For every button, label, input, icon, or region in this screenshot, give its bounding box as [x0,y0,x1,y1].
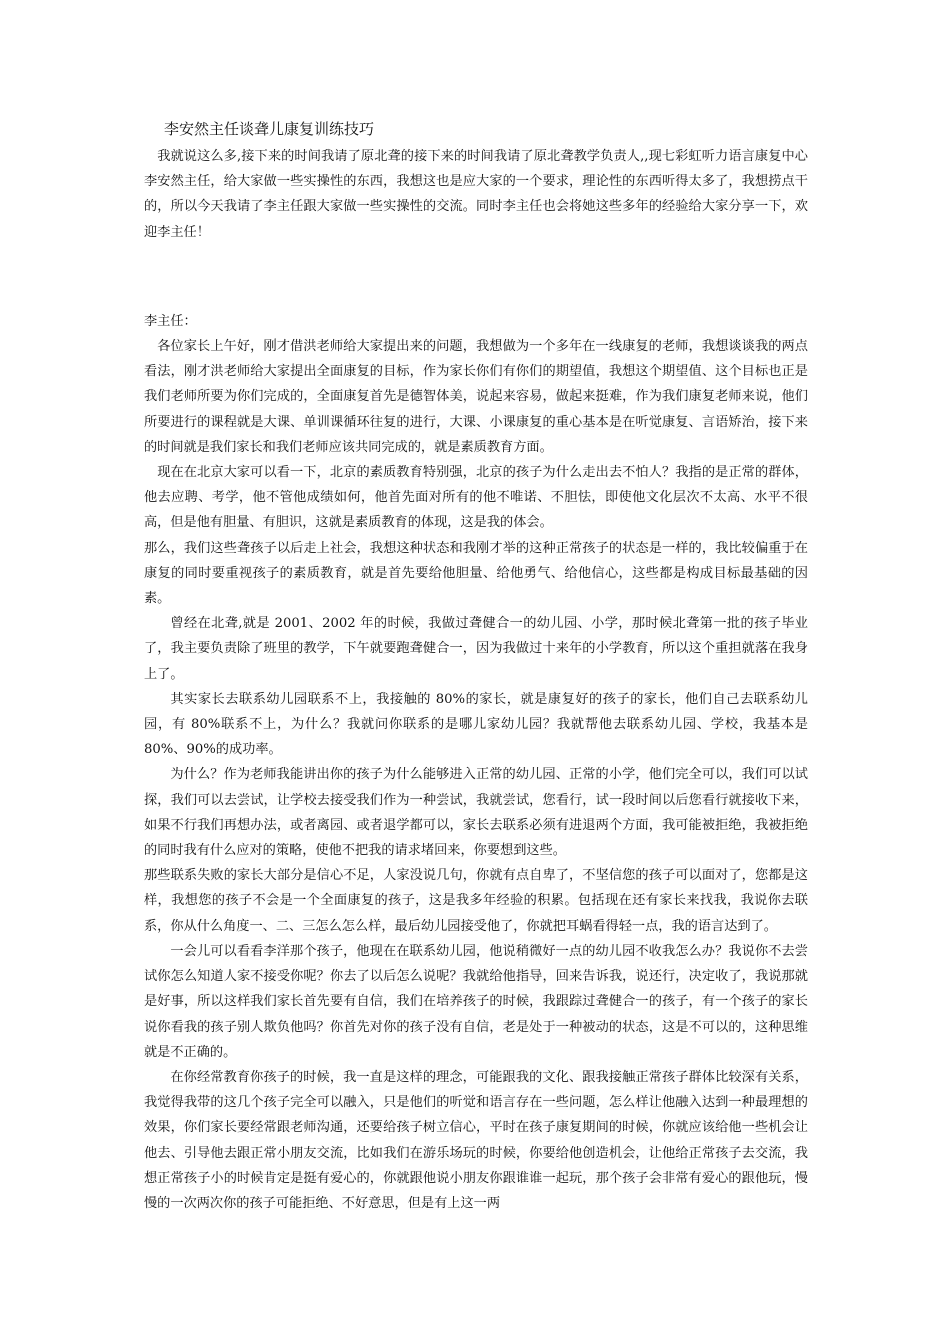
body-paragraph: 各位家长上午好，刚才借洪老师给大家提出来的问题，我想做为一个多年在一线康复的老师，我想谈谈我的两点看法，刚才洪老师给大家提出全面康复的目标，作为家长你们有你们的期望值，我想这个期望值、这个目标也正是我们老师所要为你们完成的，全面康复首先是德智体美，说起来容易，做起来挺难，作为我们康复老师来说，他们所要进行的课程就是大课、单训课循环往复的进行，大课、小课康复的重心基本是在听觉康复、言语矫治，接下来的时间就是我们家长和我们老师应该共同完成的，就是素质教育方面。 [144,339,808,455]
section-spacer [144,245,808,309]
body-paragraph: 那么，我们这些聋孩子以后走上社会，我想这种状态和我刚才举的这种正常孩子的状态是一样的，我比较偏重于在康复的同时要重视孩子的素质教育，就是首先要给他胆量、给他勇气、给他信心，这些都是构成目标最基础的因素。 [144,540,808,607]
body-paragraph: 曾经在北聋,就是 2001、2002 年的时候，我做过聋健合一的幼儿园、小学，那时候北聋第一批的孩子毕业了，我主要负责除了班里的教学，下午就要跑聋健合一，因为我做过十来年的小学教育，所以这个重担就落在我身上了。 [144,616,808,682]
body-paragraph: 其实家长去联系幼儿园联系不上，我接触的 80%的家长，就是康复好的孩子的家长，他们自己去联系幼儿园，有 80%联系不上，为什么？我就问你联系的是哪儿家幼儿园？我就帮他去联系幼儿园、学校，我基本是 80%、90%的成功率。 [144,691,808,758]
intro-paragraph: 我就说这么多,接下来的时间我请了原北聋的接下来的时间我请了原北聋教学负责人,,现七彩虹听力语言康复中心李安然主任，给大家做一些实操性的东西，我想这也是应大家的一个要求，理论性的东西听得太多了，我想捞点干的，所以今天我请了李主任跟大家做一些实操性的交流。同时李主任也会将她这些多年的经验给大家分享一下，欢迎李主任！ [144,149,808,240]
speaker-label: 李主任： [144,313,197,329]
body-paragraph: 在你经常教育你孩子的时候，我一直是这样的理念，可能跟我的文化、跟我接触正常孩子群体比较深有关系，我觉得我带的这几个孩子完全可以融入，只是他们的听觉和语言存在一些问题，怎么样让他融入达到一种最理想的效果，你们家长要经常跟老师沟通，还要给孩子树立信心，平时在孩子康复期间的时候，你就应该给他一些机会让他去、引导他去跟正常小朋友交流，比如我们在游乐场玩的时候，你要给他创造机会，让他给正常孩子去交流，我想正常孩子小的时候肯定是挺有爱心的，你就跟他说小朋友你跟谁谁一起玩，那个孩子会非常有爱心的跟他玩，慢慢的一次两次你的孩子可能拒绝、不好意思，但是有上这一两 [144,1069,808,1211]
body-paragraph: 一会儿可以看看李洋那个孩子，他现在在联系幼儿园，他说稍微好一点的幼儿园不收我怎么办？我说你不去尝试你怎么知道人家不接受你呢？你去了以后怎么说呢？我就给他指导，回来告诉我，说还行，决定收了，我说那就是好事，所以这样我们家长首先要有自信，我们在培养孩子的时候，我跟踪过聋健合一的孩子，有一个孩子的家长说你看我的孩子别人欺负他吗？你首先对你的孩子没有自信，老是处于一种被动的状态，这是不可以的，这种思维就是不正确的。 [144,943,808,1060]
body-paragraph: 为什么？作为老师我能讲出你的孩子为什么能够进入正常的幼儿园、正常的小学，他们完全可以，我们可以试探，我们可以去尝试，让学校去接受我们作为一种尝试，我就尝试，您看行，试一段时间以后您看行就接收下来，如果不行我们再想办法，或者离园、或者退学都可以，家长去联系必须有进退两个方面，我可能被拒绝，我被拒绝的同时我有什么应对的策略，使他不把我的请求堵回来，你要想到这些。 [144,767,808,859]
body-paragraph: 现在在北京大家可以看一下，北京的素质教育特别强，北京的孩子为什么走出去不怕人？我指的是正常的群体，他去应聘、考学，他不管他成绩如何，他首先面对所有的他不唯诺、不胆怯，即使他文化层次不太高、水平不很高，但是他有胆量、有胆识，这就是素质教育的体现，这是我的体会。 [144,465,808,531]
document-page [144,112,808,1216]
document-title: 李安然主任谈聋儿康复训练技巧 [164,120,375,138]
body-paragraph: 那些联系失败的家长大部分是信心不足，人家没说几句，你就有点自卑了，不坚信您的孩子可以面对了，您都是这样，我想您的孩子不会是一个全面康复的孩子，这是我多年经验的积累。包括现在还有家长来找我，我说你去联系，你从什么角度一、二、三怎么怎么样，最后幼儿园接受他了，你就把耳蜗看得轻一点，我的语言达到了。 [144,868,808,934]
